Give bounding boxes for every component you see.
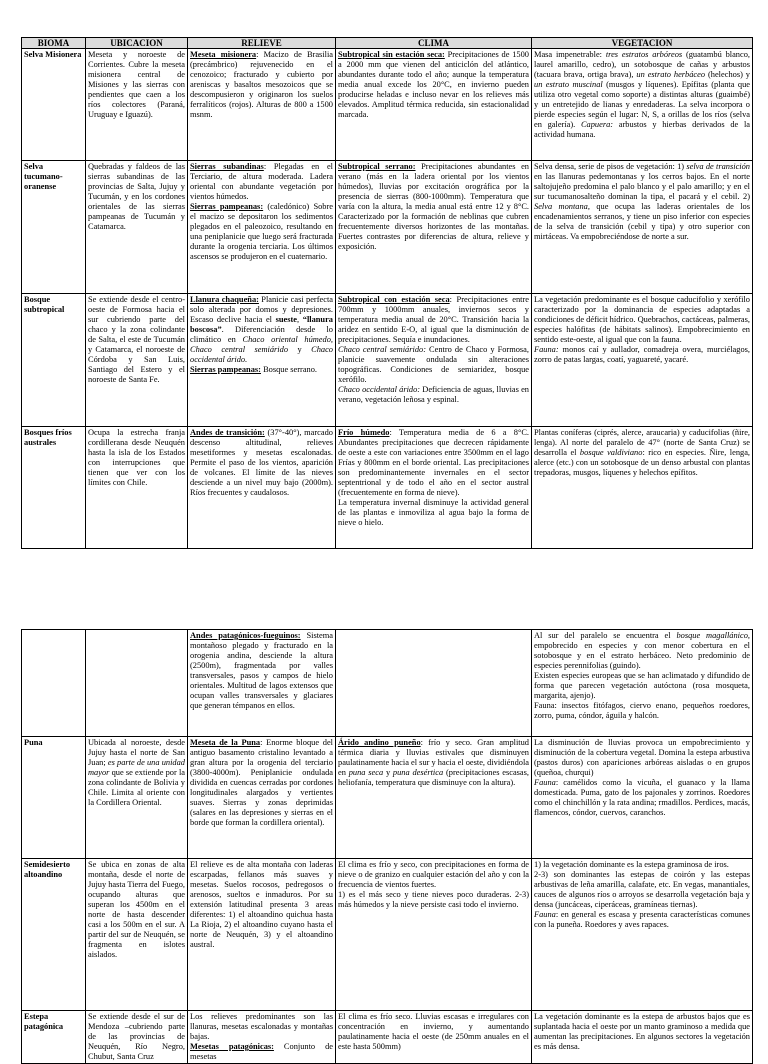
relieve-cell [188,294,336,427]
veg-text: La disminución de lluvias provoca un empobrecimiento y disminución de la cobertura vegetal. Domina la estepa arbustiva (pastos duros) con apariciones arbóreas aisladas o en grupos (queñoa, churqui) [534,738,750,777]
biome-table-bottom [21,629,753,1064]
veg-text: en las llanuras pedemontanas y los cerros bajos. En el norte saltojujeño predomina el palo blanco y el palo amarillo; y en el sur tucumanosalteño dominan la tipa, el pacará y el cebil. 2) [534,172,750,201]
veg-text: : camélidos como la vicuña, el guanaco y la llama domesticada. Puma, gato de los pajonales y zorrinos. Roedores como el chinchillón y la rata andina; rmadillos. Perdices, macás, flamencos, cóndor, cuervos, caranchos. [534,778,750,817]
relieve-cell [188,427,336,549]
ubicacion-cell [86,737,188,859]
veg-text: Masa impenetrable: [534,50,606,59]
relieve-text: Los relieves predominantes son las llanuras, mesetas escalonadas y montañas bajas. [190,1012,333,1041]
veg-italic: Selva montana [534,202,588,211]
relieve-text: Sistema montañoso plegado y fracturado en la orogenia andina, desciende la altura (2500m), fragmentada por valles transversales, pasos y campos de hielo orientales. Multitud de lagos extensos que ocupan valles transversales y glaciares que generan témpanos en ellos. [190,631,333,710]
veg-text: Fauna: insectos fitófagos, ciervo enano, pequeños roedores, zorro, puma, cóndor, águila y halcón. [534,701,750,720]
clima-cell [336,630,532,737]
clima-text: Precipitaciones de 1500 a 2000 mm que vienen del anticiclón del atlántico, abundantes durante todo el año; aunque la temperatura media anual excede los 20°C, en invierno pueden producirse heladas e incluso nevar en los relieves más elevados. Amplitud térmica reducida, sin estacionalidad marcada. [338,50,529,119]
veg-text: La vegetación predominante es el bosque caducifolio y xerófilo caracterizado por la dominancia de especies adaptadas a condiciones de déficit hídrico. Quebrachos, cactáceas, palmeras, especies halófitas (de hábitats salinos). Empobrecimiento en sentido este-oeste, al igual que con la fauna. [534,295,750,344]
clima-text: : Precipitaciones entre 700mm y 1000mm anuales, inviernos secos y temperatura media anual de 20°C. Transición hacia la aridez en sentido E-O, al igual que la disminución de precipitaciones. Sequía e inundaciones. [338,295,529,344]
veg-italic: selva de transición [686,162,750,171]
relieve-heading: Llanura chaqueña: [190,295,259,304]
veg-italic: Fauna: [534,345,559,354]
ubicacion-cell: Quebradas y faldeos de las sierras subandinas de las provincias de Salta, Jujuy y Tucumán, y en los cordones orientales de las sierras pampeanas de Tucumán y Catamarca. [86,161,188,294]
clima-cell [336,49,532,161]
ubicacion-cell: Meseta y noroeste de Corrientes. Cubre la meseta misionera central de Misiones y las sierras con pendientes que caen a los ríos colectores (Paraná, Uruguay e Iguazú). [86,49,188,161]
veg-text: monos caí y aullador, comadreja overa, murciélagos, zorro de patas largas, coatí, yaguareté, yacaré. [534,345,750,364]
relieve-heading: Andes de transición: [190,428,265,437]
clima-italic: puna seca [348,768,384,777]
bioma-cell: Bosque subtropical [22,294,86,427]
bioma-cell: Semidesierto altoandino [22,859,86,1011]
veg-italic: un estrato herbáceo [636,70,706,79]
row-estepa [22,1011,753,1064]
clima-heading: Árido andino puneño [338,738,421,747]
veg-text: , que ocupa las laderas orientales de los encadenamientos serranos, y tiene un piso inferior con especies de la selva de transición (cebil y tipa) y otro superior con mirtáceas. Va empobreciéndose de norte a sur. [534,202,750,241]
clima-heading: Frío húmedo [338,428,390,437]
relieve-text: Bosque serrano. [260,365,318,374]
relieve-bold: sueste [275,315,298,324]
clima-text: Deficiencia de aguas, lluvias en verano, vegetación leñosa y espinal. [338,385,529,404]
clima-heading: Subtropical sin estación seca: [338,50,445,59]
bioma-cell: Bosques fríos australes [22,427,86,549]
veg-italic: bosque valdiviano [579,448,643,457]
relieve-italic: Chaco oriental húmedo, Chaco central semiárido [190,335,333,354]
relieve-heading: Mesetas patagónicas: [190,1042,274,1051]
vegetacion-cell [532,859,753,1011]
clima-text: El clima es frío y seco, con precipitaciones en forma de nieve o de granizo en cualquier estación del año y con la frecuencia de vientos fuertes. [338,860,529,889]
clima-cell [336,427,532,549]
row-semidesierto [22,859,753,1011]
bioma-cell: Estepa patagónica [22,1011,86,1064]
ubicacion-cell: Se ubica en zonas de alta montaña, desde el norte de Jujuy hasta Tierra del Fuego, ocupando alturas que superan los 4500m en el norte de hasta descender casi a los 500m en el sur. A partir del sur de Neuquén, se fragmenta en islotes aislados. [86,859,188,1011]
relieve-italic: Chaco occidental árido. [190,345,333,364]
clima-cell: El clima es frío seco. Lluvias escasas e irregulares con concentración en invierno, y aumentando paulatinamente hacia el oeste (de 250mm anuales en el este hasta 500mm) [336,1011,532,1064]
relieve-text: , [297,315,303,324]
relieve-cell [188,161,336,294]
clima-italic: Chaco central semiárido: [338,345,426,354]
relieve-heading: Andes patagónicos-fueguinos: [190,631,301,640]
clima-italic: puna desértica [392,768,444,777]
header-vegetacion: VEGETACION [532,38,753,49]
veg-text: 1) la vegetación dominante es la estepa graminosa de iros. [534,860,729,869]
relieve-text: : Enorme bloque del antiguo basamento cristalino levantado a gran altura por la orogenia del terciario (3800-4000m). Peniplanicie ondulada dividida en cuencas cerradas por cordones longitudinales alargados y vertientes suaves. Sierras y zonas deprimidas (salares en las depresiones y sierras en el borde que forman la cordillera oriental). [190,738,333,827]
clima-cell [336,294,532,427]
relieve-text: . Diferenciación desde lo climático en [190,325,333,344]
header-relieve: RELIEVE [188,38,336,49]
vegetacion-cell [532,630,753,737]
relieve-text: : Macizo de Brasilia (precámbrico) rejuvenecido en el cenozoico; fracturado y cubierto por areniscas y basaltos mesozoicos que se descompusieron y originaron los suelos ferralíticos (rojos). Alturas de 800 a 1500 msnm. [190,50,333,119]
bioma-cell: Selva tucumano-oranense [22,161,86,294]
relieve-cell [188,1011,336,1064]
row-continuacion [22,630,753,737]
relieve-text: : Plegadas en el Terciario, de altura moderada. Ladera oriental con abundante vegetación por vientos húmedos. [190,162,334,201]
clima-heading: Subtropical serrano: [338,162,416,171]
header-row [22,38,753,49]
ubicacion-text: Ubicada al noroeste, desde Jujuy hasta el norte de San Juan; [88,738,185,767]
relieve-text: (37°-40°), marcado descenso altitudinal, relieves mesetiformes y mesetas escalonadas. Permite el paso de los vientos, aparición de volcanes. El límite de las nieves desciende a un nivel muy bajo (2000m). Ríos frecuentes y caudalosos. [190,428,333,497]
veg-italic: bosque magallánico [676,631,748,640]
clima-italic: Chaco occidental árido: [338,385,421,394]
clima-heading: Subtropical con estación seca [338,295,450,304]
vegetacion-cell [532,49,753,161]
clima-text: Centro de Chaco y Formosa, planicie suavemente ondulada sin alteraciones topográficas. Condiciones de semiaridez, bosque xerófilo. [338,345,529,384]
veg-italic: un estrato muscinal [534,80,603,89]
veg-italic: Fauna [534,778,556,787]
clima-cell [336,161,532,294]
clima-text: La temperatura invernal disminuye la actividad general de las plantas e inmoviliza al agua bajo la forma de nieve o hielo. [338,498,529,527]
bioma-cell [22,630,86,737]
relieve-heading: Meseta misionera [190,50,257,59]
ubicacion-text: que se extiende por la zona colindante de Bolivia y Chile. Limita al oriente con la Cordillera Oriental. [88,768,185,807]
bioma-cell: Selva Misionera [22,49,86,161]
clima-text: (precipitaciones escasas, heliofanía, temperatura que disminuye con la altura). [338,768,529,787]
relieve-cell: El relieve es de alta montaña con laderas escarpadas, fellanos más suaves y mesetas. Suelos rocosos, pedregosos o arenosos, sueltos e inmaduros. Por su extensión latitudinal presenta 3 areas diferentes: 1) el altoandino quichua hasta La Rioja, 2) el altoandino cuyano hasta el norte de Neuquén, 3) y el altoandino austral. [188,859,336,1011]
clima-text: 1) es el más seco y tiene nieves poco duraderas. 2-3) más húmedos y la nieve persiste casi todo el invierno. [338,890,529,909]
veg-text: 2-3) son dominantes las estepas de coirón y las estepas arbustivas de leña amarilla, calafate, etc. En vegas, manantiales, cauces de algunos ríos o arroyos se desarrolla vegetación baja y densa (juncáceas, ciperáceas, gramíneas tiernas). [534,870,750,909]
relieve-cell [188,737,336,859]
veg-italic: Capuera: [580,120,614,129]
ubicacion-cell [86,630,188,737]
relieve-text: y [288,345,312,354]
veg-text: Plantas coníferas (ciprés, alerce, araucaria) y caducifolias (ñire, lenga). Al norte del paralelo de 47° (norte de Santa Cruz) se desarrolla el [534,428,750,457]
ubicacion-cell: Ocupa la estrecha franja cordillerana desde Neuquén hasta la isla de los Estados con interrupciones que tienen que ver con los límites con Chile. [86,427,188,549]
veg-text: Existen especies europeas que se han aclimatado y difundido de forma que parecen vegetación autóctona (rosa mosqueta, margarita, ajenjo). [534,671,750,700]
veg-italic: Fauna [534,910,556,919]
relieve-bold: “llanura boscosa” [190,315,333,334]
bioma-cell: Puna [22,737,86,859]
header-clima: CLIMA [336,38,532,49]
vegetacion-cell [532,161,753,294]
clima-text: : frío y seco. Gran amplitud térmica diaria y lluvias estivales que disminuyen paulatinamente hacia el sur y hacia el oeste, dividiéndola en [338,738,529,777]
relieve-heading: Sierras pampeanas: [190,202,264,211]
veg-text: (helechos) y [705,70,750,79]
clima-cell [336,859,532,1011]
clima-text: Precipitaciones abundantes en verano (más en la ladera oriental por los vientos húmedos), lluvias por excitación orográfica por la presencia de sierras (800-1000mm). Temperatura que varía con la altura, la media anual está entre 12 y 8°C. Caracterizado por la formación de neblinas que cubren frecuentemente diversos horizontes de las montañas. Fuertes contrastes por diferencias de altura, relieve y exposición. [338,162,529,251]
relieve-text: (caledónico) Sobre el macizo se depositaron los sedimentos plegados en el paleozoico, resultando en una peniplanicie que luego será fracturada durante la orogenia terciaria. Los últimos ascensos se produjeron en el cuaternario. [190,202,333,261]
ubicacion-italic: es parte de una unidad mayor [88,758,185,777]
relieve-cell [188,49,336,161]
row-bosque-subtropical [22,294,753,427]
relieve-cell [188,630,336,737]
veg-text: arbustos y hierbas derivados de la actividad humana. [534,120,750,139]
header-ubicacion: UBICACION [86,38,188,49]
relieve-heading: Sierras subandinas [190,162,264,171]
biome-table-top [21,37,753,549]
veg-text: Selva densa, serie de pisos de vegetación: 1) [534,162,687,171]
veg-text: , empobrecido en especies y con menor cobertura en el sotobosque y en el estrato herbáceo. Neto predominio de especies perennifolias (guindo). [534,631,750,670]
row-selva-tucumano [22,161,753,294]
relieve-text: Planicie casi perfecta solo alterada por domos y depresiones. Escaso declive hacia el [190,295,333,324]
veg-text: : rico en especies. Ñire, lenga, alerce (etc.) con un sotobosque de un denso arbustal con plantas trepadoras, musgos, líquenes y helechos epífitos. [534,448,751,477]
clima-text: : Temperatura media de 6 a 8°C. Abundantes precipitaciones que decrecen rápidamente de oeste a este con variaciones entre 3500mm en el lago Frías y 800mm en el borde oriental. Las precipitaciones son predominantemente invernales en el sector septentrional y de todo el año en el sector austral (frecuentemente en forma de nieve). [338,428,530,497]
vegetacion-cell: La vegetación dominante es la estepa de arbustos bajos que es suplantada hacia el oeste por un manto graminoso a medida que aumentan las precipitaciones. En algunos sectores la vegetación es más densa. [532,1011,753,1064]
row-puna [22,737,753,859]
vegetacion-cell [532,427,753,549]
clima-text: y [383,768,393,777]
relieve-text: Conjunto de mesetas [190,1042,333,1061]
relieve-heading: Sierras pampeanas: [190,365,261,374]
ubicacion-cell: Se extiende desde el centro-oeste de Formosa hacia el sur cubriendo parte del chaco y la zona colindante de Salta, el este de Tucumán y Catamarca, el noroeste de Córdoba y San Luis, Santiago del Estero y el noroeste de Santa Fe. [86,294,188,427]
veg-text: : en general es escasa y presenta características comunes con la puneña. Roedores y aves rapaces. [534,910,750,929]
vegetacion-cell [532,294,753,427]
clima-cell [336,737,532,859]
veg-text: (guatambú blanco, laurel amarillo, cedro), un sotobosque de cañas y arbustos (tacuara brava, ortiga brava), [534,50,750,79]
veg-text: Al sur del paralelo se encuentra el [534,631,677,640]
relieve-heading: Meseta de la Puna [190,738,261,747]
ubicacion-cell: Se extiende desde el sur de Mendoza –cubriendo parte de las provincias de Neuquén, Río Negro, Chubut, Santa Cruz [86,1011,188,1064]
row-bosques-frios [22,427,753,549]
row-selva-misionera [22,49,753,161]
veg-text: (musgos y líquenes). Epífitas (planta que utiliza otro vegetal como soporte) a distintas alturas (guaimbé) y un entretejido de lianas y enredaderas. La selva incorpora o pierde especies según el lugar: N, S, a orillas de los ríos (selva en galería). [534,80,750,129]
header-bioma: BIOMA [22,38,86,49]
veg-italic: tres estratos arbóreos [605,50,683,59]
vegetacion-cell [532,737,753,859]
